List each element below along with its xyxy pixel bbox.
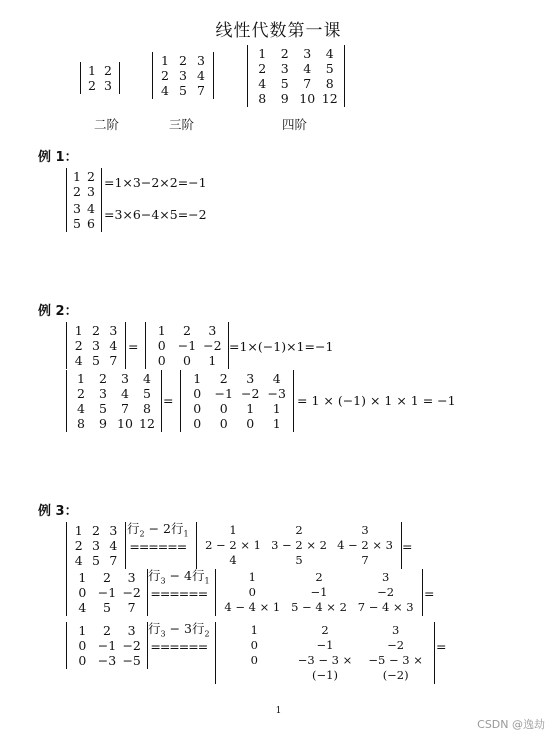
matrix-entry: −1: [97, 638, 117, 653]
matrix-entry: −5 − 3 × (−2): [368, 653, 423, 682]
matrix-entry: −2: [241, 386, 260, 401]
matrix-entry: 1: [157, 323, 166, 338]
matrix-entry: 4 − 2 × 3: [337, 538, 393, 552]
matrix-entry: 5: [99, 401, 107, 416]
matrix-entry: 10: [299, 91, 316, 106]
matrix-entry: 8: [77, 416, 85, 431]
ex3-row-op-2: 行$_3$ − 4行$_1$ ======: [148, 568, 210, 601]
ex1-result-2: =3×6−4×5=−2: [104, 207, 207, 222]
matrix-entry: 2: [73, 184, 81, 199]
example-3-label: 例 3：: [38, 504, 78, 519]
matrix-entry: 2: [280, 46, 289, 61]
matrix-entry: 4: [77, 401, 85, 416]
matrix-entry: 2: [161, 68, 169, 83]
matrix-entry: 4: [303, 61, 312, 76]
matrix-entry: 1: [193, 371, 202, 386]
matrix-entry: 5: [143, 386, 151, 401]
matrix-entry: 2: [99, 371, 107, 386]
matrix-entry: 4: [143, 371, 151, 386]
ex1-determinant-2: [66, 200, 102, 232]
matrix-entry: 2: [258, 61, 267, 76]
matrix-entry: 0: [183, 353, 191, 368]
matrix-entry: 1: [77, 371, 85, 386]
matrix-entry: 4: [87, 201, 95, 216]
matrix-entry: 2: [321, 623, 329, 637]
matrix-entry: 1: [272, 416, 281, 431]
ex3-determinant-e: [66, 622, 148, 669]
matrix-entry: 9: [99, 416, 107, 431]
matrix-entry: 1: [258, 46, 267, 61]
matrix-entry: 7: [109, 553, 118, 568]
matrix-entry: 1: [248, 570, 256, 584]
matrix-entry: 2: [92, 323, 100, 338]
matrix-entry: 2: [92, 523, 100, 538]
ex2-result-1: =1×(−1)×1=−1: [229, 339, 334, 354]
matrix-entry: 4: [78, 600, 87, 615]
matrix-entry: 5: [179, 83, 187, 98]
matrix-entry: 0: [193, 386, 202, 401]
ex1-determinant-1: [66, 168, 102, 200]
matrix-entry: 2: [219, 371, 228, 386]
matrix-entry: −2: [122, 585, 141, 600]
matrix-entry: 3: [104, 78, 112, 93]
matrix-entry: 0: [250, 638, 258, 652]
matrix-entry: 1: [78, 570, 87, 585]
matrix-entry: 7: [303, 76, 312, 91]
matrix-entry: 0: [78, 585, 87, 600]
matrix-entry: 12: [139, 416, 155, 431]
matrix-entry: 3: [246, 371, 255, 386]
matrix-entry: −2: [387, 638, 405, 652]
matrix-entry: 3 − 2 × 2: [271, 538, 327, 552]
matrix-entry: 1: [78, 623, 87, 638]
matrix-entry: 3: [361, 523, 369, 537]
ex1-result-1: =1×3−2×2=−1: [104, 175, 207, 190]
ex3-determinant-c: [66, 569, 148, 616]
matrix-entry: −5: [122, 653, 141, 668]
ex2-equals-1: =: [128, 339, 139, 354]
matrix-entry: 4: [109, 338, 118, 353]
matrix-entry: 0: [250, 653, 258, 667]
matrix-entry: 12: [321, 91, 338, 106]
matrix-entry: −3: [97, 653, 117, 668]
matrix-entry: 1: [229, 523, 237, 537]
matrix-entry: 6: [87, 216, 95, 231]
matrix-entry: −1: [97, 585, 117, 600]
matrix-entry: 2: [103, 570, 111, 585]
matrix-entry: 4: [197, 68, 205, 83]
matrix-entry: 4: [121, 386, 129, 401]
matrix-entry: 0: [78, 638, 87, 653]
matrix-entry: 0: [246, 416, 255, 431]
matrix-entry: 3: [208, 323, 217, 338]
matrix-entry: 4: [272, 371, 281, 386]
ex3-determinant-b: [196, 522, 402, 569]
matrix-entry: 1: [161, 53, 169, 68]
matrix-entry: 1: [73, 169, 81, 184]
example-1-label: 例 1：: [38, 150, 78, 165]
ex3-row-op-3: 行$_3$ − 3行$_2$ ======: [148, 621, 210, 654]
matrix-entry: −2: [377, 585, 395, 599]
matrix-entry: 8: [143, 401, 151, 416]
ex3-determinant-d: [215, 569, 423, 616]
matrix-entry: 3: [92, 338, 100, 353]
matrix-entry: 2 − 2 × 1: [205, 538, 261, 552]
matrix-entry: 7 − 4 × 3: [357, 600, 414, 614]
matrix-entry: 7: [109, 353, 118, 368]
matrix-entry: −3 − 3 × (−1): [297, 653, 353, 682]
caption-order-3: 三阶: [169, 117, 195, 132]
ex3-tail-1: =: [402, 539, 413, 554]
ex2-result-2: = 1 × (−1) × 1 × 1 = −1: [297, 393, 456, 408]
matrix-entry: 3: [121, 371, 129, 386]
ex2-determinant-b: [145, 322, 229, 369]
matrix-entry: −1: [214, 386, 233, 401]
matrix-entry: 2: [295, 523, 303, 537]
matrix-entry: 0: [78, 653, 87, 668]
ex3-determinant-a: [66, 522, 126, 569]
ex3-tail-2: =: [424, 586, 435, 601]
matrix-entry: 8: [325, 76, 334, 91]
example-2-label: 例 2：: [38, 304, 78, 319]
matrix-entry: 1: [74, 523, 83, 538]
matrix-entry: 2: [315, 570, 323, 584]
matrix-entry: 10: [117, 416, 133, 431]
matrix-entry: −2: [122, 638, 141, 653]
matrix-entry: −1: [316, 638, 334, 652]
ex3-determinant-f: [215, 622, 435, 684]
matrix-entry: 3: [280, 61, 289, 76]
matrix-entry: 1: [250, 623, 258, 637]
matrix-entry: 7: [361, 553, 369, 567]
matrix-entry: −3: [267, 386, 286, 401]
matrix-entry: 4: [258, 76, 267, 91]
matrix-entry: 3: [87, 184, 95, 199]
matrix-entry: 4: [74, 553, 83, 568]
matrix-entry: −2: [203, 338, 222, 353]
matrix-entry: 3: [109, 523, 118, 538]
matrix-entry: 5: [325, 61, 334, 76]
matrix-entry: 2: [87, 169, 95, 184]
matrix-entry: 0: [193, 416, 202, 431]
matrix-entry: 5: [295, 553, 303, 567]
matrix-entry: 4 − 4 × 1: [224, 600, 281, 614]
ex3-tail-3: =: [436, 639, 447, 654]
matrix-entry: 7: [127, 600, 136, 615]
page-number: 1: [275, 706, 282, 716]
matrix-entry: 5 − 4 × 2: [291, 600, 347, 614]
matrix-entry: 2: [88, 78, 96, 93]
matrix-entry: −1: [177, 338, 197, 353]
matrix-entry: 3: [303, 46, 312, 61]
matrix-entry: −1: [310, 585, 328, 599]
matrix-entry: 7: [197, 83, 205, 98]
matrix-entry: 5: [103, 600, 111, 615]
matrix-entry: 0: [248, 585, 256, 599]
ex2-determinant-a: [66, 322, 126, 369]
matrix-entry: 2: [104, 63, 112, 78]
matrix-entry: 7: [121, 401, 129, 416]
matrix-entry: 3: [92, 538, 100, 553]
matrix-entry: 4: [74, 353, 83, 368]
matrix-entry: 3: [73, 201, 81, 216]
matrix-entry: 4: [229, 553, 237, 567]
determinant-order-3: [152, 52, 214, 99]
ex2-determinant-c: [66, 370, 162, 432]
matrix-entry: 3: [391, 623, 400, 637]
ex2-equals-2: =: [163, 393, 174, 408]
matrix-entry: 2: [179, 53, 187, 68]
ex2-determinant-d: [180, 370, 294, 432]
matrix-entry: 3: [99, 386, 107, 401]
matrix-entry: 2: [74, 338, 83, 353]
caption-order-4: 四阶: [282, 117, 308, 132]
determinant-order-4: [247, 45, 345, 107]
matrix-entry: 8: [258, 91, 267, 106]
matrix-entry: 4: [325, 46, 334, 61]
caption-order-2: 二阶: [94, 117, 120, 132]
matrix-entry: 5: [92, 553, 100, 568]
matrix-entry: 1: [208, 353, 217, 368]
matrix-entry: 3: [127, 570, 136, 585]
matrix-entry: 2: [74, 538, 83, 553]
matrix-entry: 3: [127, 623, 136, 638]
watermark: CSDN @逸劫: [477, 718, 545, 731]
matrix-entry: 0: [157, 338, 166, 353]
matrix-entry: 5: [92, 353, 100, 368]
matrix-entry: 3: [197, 53, 205, 68]
matrix-entry: 0: [219, 401, 228, 416]
ex3-row-op-1: 行$_2$ − 2行$_1$ ======: [127, 521, 189, 554]
page-title: 线性代数第一课: [215, 21, 342, 41]
matrix-entry: 4: [109, 538, 118, 553]
matrix-entry: 2: [103, 623, 111, 638]
matrix-entry: 4: [161, 83, 169, 98]
matrix-entry: 0: [157, 353, 166, 368]
matrix-entry: 0: [219, 416, 228, 431]
matrix-entry: 2: [77, 386, 85, 401]
matrix-entry: 1: [88, 63, 96, 78]
matrix-entry: 3: [179, 68, 187, 83]
matrix-entry: 1: [246, 401, 255, 416]
matrix-entry: 3: [381, 570, 390, 584]
matrix-entry: 1: [272, 401, 281, 416]
matrix-entry: 5: [73, 216, 81, 231]
matrix-entry: 5: [280, 76, 289, 91]
determinant-order-2: [80, 62, 120, 94]
matrix-entry: 2: [183, 323, 191, 338]
matrix-entry: 9: [280, 91, 289, 106]
matrix-entry: 1: [74, 323, 83, 338]
matrix-entry: 3: [109, 323, 118, 338]
matrix-entry: 0: [193, 401, 202, 416]
